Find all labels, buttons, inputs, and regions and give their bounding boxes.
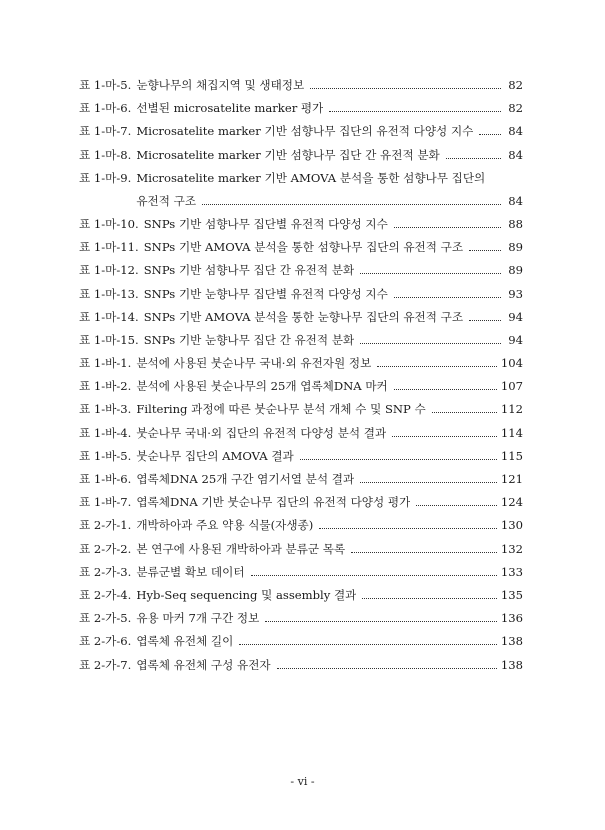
toc-entry[interactable] [79,634,523,648]
toc-entry-page: 130 [500,518,523,533]
toc-entry[interactable] [79,588,523,602]
toc-entry[interactable] [79,426,523,440]
toc-entry-page: 136 [500,611,523,626]
toc-entry-label: 표 1-바-5. [79,448,132,463]
toc-entry-page: 94 [508,309,523,324]
toc-entry[interactable] [79,217,523,231]
toc-entry[interactable] [79,78,523,92]
toc-entry-title-continued: 유전적 구조 [136,193,197,208]
dot-leader [432,412,497,413]
toc-entry-title: 엽록체 유전체 길이 [136,634,234,649]
dot-leader [251,575,497,576]
toc-entry-page: 135 [500,587,523,602]
page-number: - vi - [290,775,315,788]
dot-leader [360,482,497,483]
dot-leader [351,552,497,553]
dot-leader [265,621,497,622]
toc-entry-label: 표 1-바-7. [79,495,132,510]
toc-entry-label: 표 1-마-15. [79,332,139,347]
toc-entry-label: 표 1-마-13. [79,286,139,301]
toc-entry-label: 표 1-마-7. [79,124,132,139]
toc-entry-page: 88 [508,216,523,231]
toc-entry[interactable] [79,287,523,301]
toc-entry-page: 84 [508,124,523,139]
toc-entry-page: 84 [508,193,523,208]
toc-entry-label: 표 2-가-6. [79,634,132,649]
dot-leader [360,343,501,344]
dot-leader [469,320,501,321]
toc-entry-label: 표 1-바-3. [79,402,132,417]
toc-entry-title: 본 연구에 사용된 개박하아과 분류군 목록 [136,541,346,556]
toc-entry-label: 표 1-마-6. [79,101,132,116]
toc-entry-page: 133 [500,564,523,579]
toc-entry-page: 121 [500,472,523,486]
dot-leader [479,134,501,135]
toc-entry-title: SNPs 기반 눈향나무 집단 간 유전적 분화 [143,332,355,347]
toc-entry[interactable] [79,333,523,347]
toc-entry-label: 표 1-바-2. [79,379,132,394]
toc-entry[interactable] [79,101,523,115]
toc-entry[interactable] [79,124,523,138]
dot-leader [310,88,501,89]
toc-entry-title: 붓순나무 집단의 AMOVA 결과 [136,448,294,463]
toc-entry-label: 표 1-마-8. [79,147,132,162]
toc-entry-title: 유용 마커 7개 구간 정보 [136,611,260,626]
toc-entry-label: 표 2-가-5. [79,611,132,626]
toc-entry-title: Hyb-Seq sequencing 및 assembly 결과 [136,587,357,602]
toc-entry-label: 표 1-마-14. [79,309,139,324]
toc-entry-page: 82 [508,78,523,92]
toc-entry-page: 115 [500,448,523,463]
toc-entry-label: 표 1-바-1. [79,356,132,371]
toc-entry-page: 82 [508,101,523,116]
toc-entry[interactable] [79,658,523,672]
toc-entry-title: 선별된 microsatelite marker 평가 [136,101,324,116]
toc-entry-label: 표 1-마-11. [79,240,139,255]
dot-leader [394,297,501,298]
dot-leader [277,668,497,669]
toc-entry-page: 84 [508,147,523,162]
toc-entry-page: 107 [500,379,523,394]
dot-leader [392,436,497,437]
toc-entry-title: 엽록체DNA 25개 구간 염기서열 분석 결과 [136,472,355,486]
toc-entry[interactable] [79,148,523,162]
toc-entry[interactable] [79,518,523,532]
toc-entry-page: 94 [508,332,523,347]
toc-entry[interactable] [79,611,523,625]
dot-leader [202,204,501,205]
toc-entry-title: SNPs 기반 AMOVA 분석을 통한 눈향나무 집단의 유전적 구조 [143,309,464,324]
toc-entry-label: 표 2-가-4. [79,587,132,602]
toc-entry-title: SNPs 기반 AMOVA 분석을 통한 섬향나무 집단의 유전적 구조 [143,240,464,255]
toc-entry[interactable] [79,565,523,579]
toc-entry-title: 개박하아과 주요 약용 식물(자생종) [136,518,314,533]
toc-entry-label: 표 2-가-1. [79,518,132,533]
toc-entry[interactable] [79,240,523,254]
toc-entry-title: Microsatelite marker 기반 AMOVA 분석을 통한 섬향나무 집단의 [136,170,486,185]
toc-entry-page: 89 [508,240,523,255]
toc-entry[interactable] [79,356,523,370]
toc-entry-title: Filtering 과정에 따른 붓순나무 분석 개체 수 및 SNP 수 [136,402,426,417]
toc-entry-label: 표 2-가-7. [79,657,132,672]
dot-leader [446,158,501,159]
toc-entry-page: 132 [500,541,523,556]
toc-entry-page: 93 [508,286,523,301]
toc-entry-page: 124 [500,495,523,510]
toc-entry-label: 표 1-마-12. [79,263,139,278]
toc-entry-label: 표 1-마-9. [79,170,132,185]
toc-entry-title: Microsatelite marker 기반 섬향나무 집단 간 유전적 분화 [136,147,440,162]
toc-entry-label: 표 1-바-4. [79,425,132,440]
toc-entry[interactable] [79,472,523,486]
dot-leader [360,273,501,274]
dot-leader [300,459,497,460]
toc-entry-title: 분석에 사용된 붓순나무의 25개 엽록체DNA 마커 [136,379,388,394]
toc-entry-title: SNPs 기반 눈향나무 집단별 유전적 다양성 지수 [143,286,388,301]
toc-entry-page: 138 [500,657,523,672]
toc-entry-title: 눈향나무의 채집지역 및 생태정보 [136,78,305,92]
toc-entry-page: 104 [500,356,523,371]
toc-entry-page: 112 [500,402,523,417]
toc-entry-label: 표 1-마-5. [79,78,132,92]
dot-leader [362,598,496,599]
dot-leader [469,250,501,251]
toc-entry-label: 표 1-바-6. [79,472,132,486]
toc-entry[interactable] [79,449,523,463]
toc-entry-title: SNPs 기반 섬향나무 집단 간 유전적 분화 [143,263,355,278]
toc-entry[interactable] [79,402,523,416]
toc-entry[interactable] [79,310,523,324]
toc-entry-title: 엽록체DNA 기반 붓순나무 집단의 유전적 다양성 평가 [136,495,411,510]
toc-entry-label: 표 2-가-3. [79,564,132,579]
toc-entry-title: 분석에 사용된 붓순나무 국내·외 유전자원 정보 [136,356,372,371]
toc-entry-title: 엽록체 유전체 구성 유전자 [136,657,271,672]
toc-entry-title: Microsatelite marker 기반 섬향나무 집단의 유전적 다양성 지수 [136,124,474,139]
dot-leader [239,644,497,645]
toc-entry-page: 89 [508,263,523,278]
toc-entry-title: SNPs 기반 섬향나무 집단별 유전적 다양성 지수 [143,216,388,231]
toc-entry-title: 붓순나무 국내·외 집단의 유전적 다양성 분석 결과 [136,425,387,440]
dot-leader [329,111,501,112]
toc-entry-page: 114 [500,425,523,440]
toc-entry-label: 표 2-가-2. [79,541,132,556]
dot-leader [394,227,501,228]
toc-entry-label: 표 1-마-10. [79,216,139,231]
dot-leader [319,528,497,529]
toc-entry[interactable] [79,379,523,393]
toc-entry[interactable] [79,171,523,208]
table-of-tables [79,78,523,681]
dot-leader [377,366,497,367]
toc-entry[interactable] [79,542,523,556]
toc-entry[interactable] [79,263,523,277]
dot-leader [416,505,497,506]
dot-leader [394,389,497,390]
toc-entry-title: 분류군별 확보 데이터 [136,564,245,579]
toc-entry[interactable] [79,495,523,509]
toc-entry-page: 138 [500,634,523,649]
